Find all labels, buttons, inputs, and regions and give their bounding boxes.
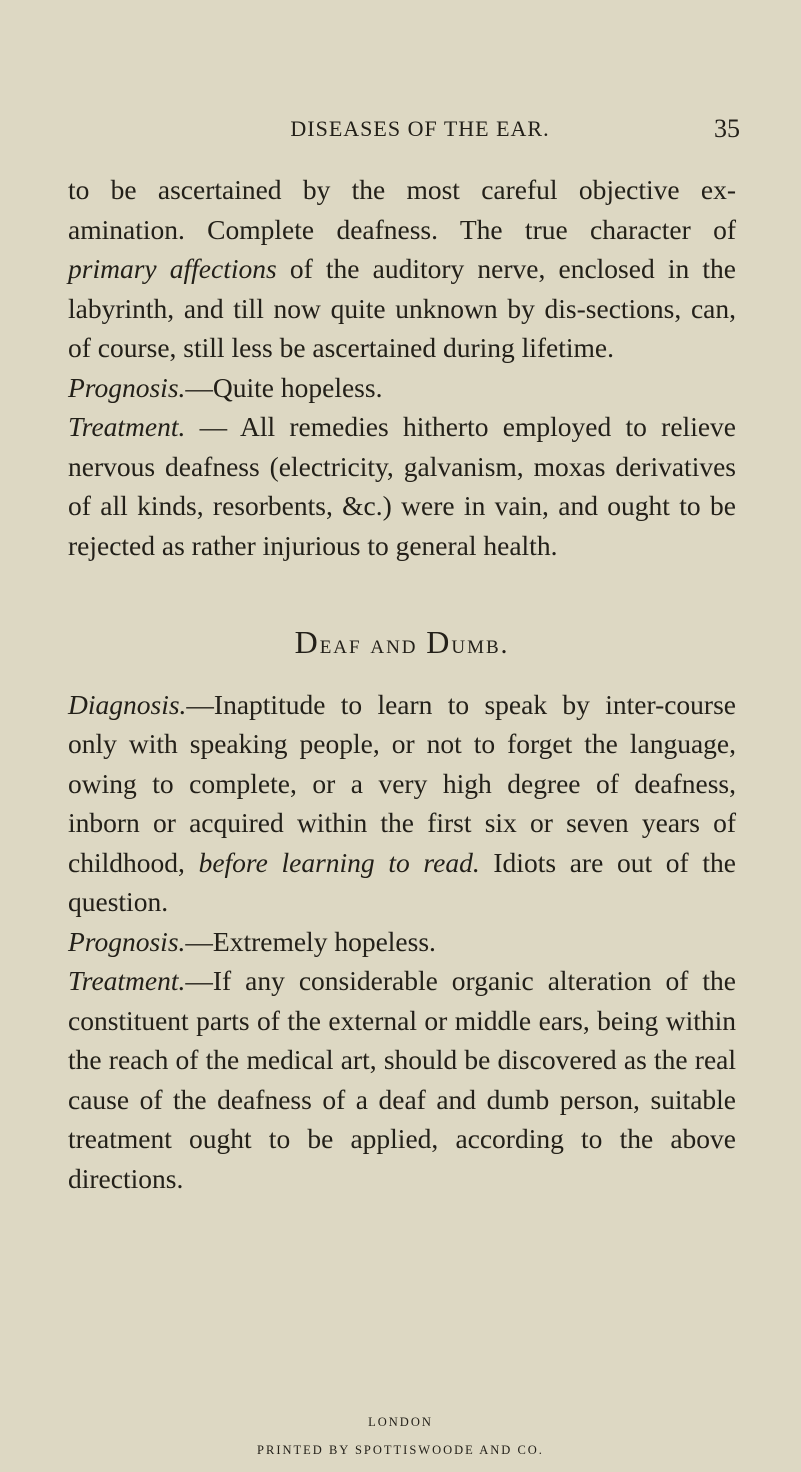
- imprint-city: LONDON: [368, 1415, 433, 1429]
- heading-initial-d-2: D: [426, 624, 452, 660]
- heading-word-eaf: eaf: [319, 629, 371, 659]
- prognosis-label: Prognosis.: [68, 371, 186, 403]
- paragraph-prognosis: [68, 368, 736, 408]
- paragraph-text-continued: of the auditory nerve, enclosed in the labyrinth, and till now quite unknown by dis-sections, can, of course, still less be ascertained during lifetime.: [68, 253, 736, 363]
- paragraph-objective-examination: [68, 170, 736, 368]
- paragraph-diagnosis: [68, 685, 736, 922]
- page-number: 35: [714, 114, 740, 143]
- imprint-printer: PRINTED BY SPOTTISWOODE AND CO.: [257, 1443, 544, 1457]
- section-heading-deaf-and-dumb: [68, 623, 736, 665]
- page-header: [60, 116, 740, 156]
- treatment-text: — All remedies hitherto employed to relieve nervous deafness (electricity, galvanism, moxas derivatives of all kinds, resorbents, &c.) were in vain, and ought to be rejected as rather injurious to general health.: [68, 411, 736, 561]
- prognosis-text: —Quite hopeless.: [185, 371, 383, 403]
- running-head: DISEASES OF THE EAR.: [290, 116, 550, 141]
- heading-word-umb: umb.: [451, 629, 510, 659]
- italic-phrase: primary affections: [68, 253, 277, 284]
- italic-phrase-before-learning: before learning to read.: [198, 846, 480, 878]
- body-text: [68, 170, 736, 1198]
- prognosis-text-2: —Extremely hopeless.: [185, 925, 436, 957]
- diagnosis-text: —Inaptitude to learn to speak by inter-course only with speaking people, or not to forget the language, owing to complete, or a very high degree of deafness, inborn or acquired within the first six or seven years of childhood,: [68, 688, 736, 878]
- treatment-label: Treatment.: [68, 411, 186, 442]
- paragraph-text: to be ascertained by the most careful objective ex-amination. Complete deafness. The true character of: [68, 174, 736, 245]
- paragraph-treatment-2: [68, 961, 736, 1198]
- printer-imprint: [0, 1408, 801, 1464]
- diagnosis-text-continued: Idiots are out of the question.: [68, 846, 736, 917]
- heading-initial-d: D: [294, 624, 320, 660]
- diagnosis-label: Diagnosis.: [68, 688, 187, 720]
- treatment-text-2: —If any considerable organic alteration of the constituent parts of the external or middle ears, being within the reach of the medical art, should be discovered as the real cause of the deafness of a deaf and dumb person, suitable treatment ought to be applied, according to the above directions.: [68, 965, 736, 1194]
- heading-word-and: and: [370, 629, 418, 659]
- paragraph-treatment: [68, 407, 736, 565]
- treatment-label-2: Treatment.: [68, 965, 186, 996]
- prognosis-label-2: Prognosis.: [68, 925, 186, 957]
- paragraph-prognosis-2: [68, 922, 736, 962]
